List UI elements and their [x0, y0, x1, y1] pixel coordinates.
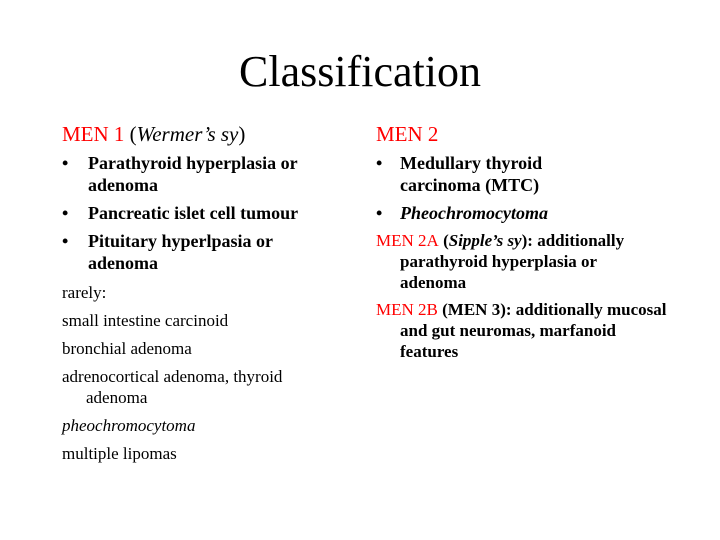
men1-eponym: Wermer’s sy — [136, 122, 239, 146]
men2a-eponym: Sipple’s sy — [448, 231, 522, 250]
men1-paren-close: ) — [238, 122, 246, 146]
men2-column — [376, 120, 666, 368]
men2a-entry — [376, 230, 666, 293]
rare-item: multiple lipomas — [62, 444, 177, 463]
bullet-icon: • — [62, 153, 69, 173]
men2-bullet-text: Medullary thyroid carcinoma (MTC) — [400, 153, 543, 195]
men1-paren-open: ( — [124, 122, 137, 146]
men1-bullet-text: Parathyroid hyperplasia or adenoma — [88, 153, 298, 195]
bullet-icon: • — [376, 203, 383, 223]
men1-label: MEN 1 — [62, 122, 125, 146]
men2-bullet-item — [376, 202, 666, 224]
men2b-entry — [376, 299, 670, 362]
men1-bullet-text: Pituitary hyperlpasia or adenoma — [88, 231, 273, 273]
men1-bullet-item — [62, 152, 362, 196]
slide-title: Classification — [239, 47, 481, 96]
men1-bullet-list — [62, 152, 362, 274]
men1-rare-block — [62, 282, 362, 464]
men1-bullet-item — [62, 202, 362, 224]
rare-item: pheochromocytoma — [62, 416, 196, 435]
men2-bullet-item — [376, 152, 666, 196]
men2a-label: MEN 2A — [376, 231, 439, 250]
men1-bullet-text: Pancreatic islet cell tumour — [88, 203, 299, 223]
men1-bullet-item — [62, 230, 362, 274]
rarely-label: rarely: — [62, 283, 107, 302]
men2b-text: additionally mucosal and gut neuromas, marfanoid features — [400, 300, 667, 361]
men2a-paren-open: ( — [438, 231, 449, 250]
men2b-paren: (MEN 3): — [437, 300, 512, 319]
men2-bullet-list — [376, 152, 666, 224]
men2-heading — [376, 120, 666, 148]
men1-column — [62, 120, 362, 471]
men2b-label: MEN 2B — [376, 300, 438, 319]
rare-item: adrenocortical adenoma, thyroid adenoma — [62, 367, 283, 407]
men2-bullet-text: Pheochromocytoma — [400, 203, 548, 223]
bullet-icon: • — [376, 153, 383, 173]
men2a-paren-close: ): — [521, 231, 533, 250]
bullet-icon: • — [62, 231, 69, 251]
rare-item: bronchial adenoma — [62, 339, 192, 358]
men1-heading — [62, 120, 362, 148]
bullet-icon: • — [62, 203, 69, 223]
men2a-text: additionally parathyroid hyperplasia or adenoma — [400, 231, 625, 292]
rare-item: small intestine carcinoid — [62, 311, 229, 330]
men2-label: MEN 2 — [376, 122, 439, 146]
